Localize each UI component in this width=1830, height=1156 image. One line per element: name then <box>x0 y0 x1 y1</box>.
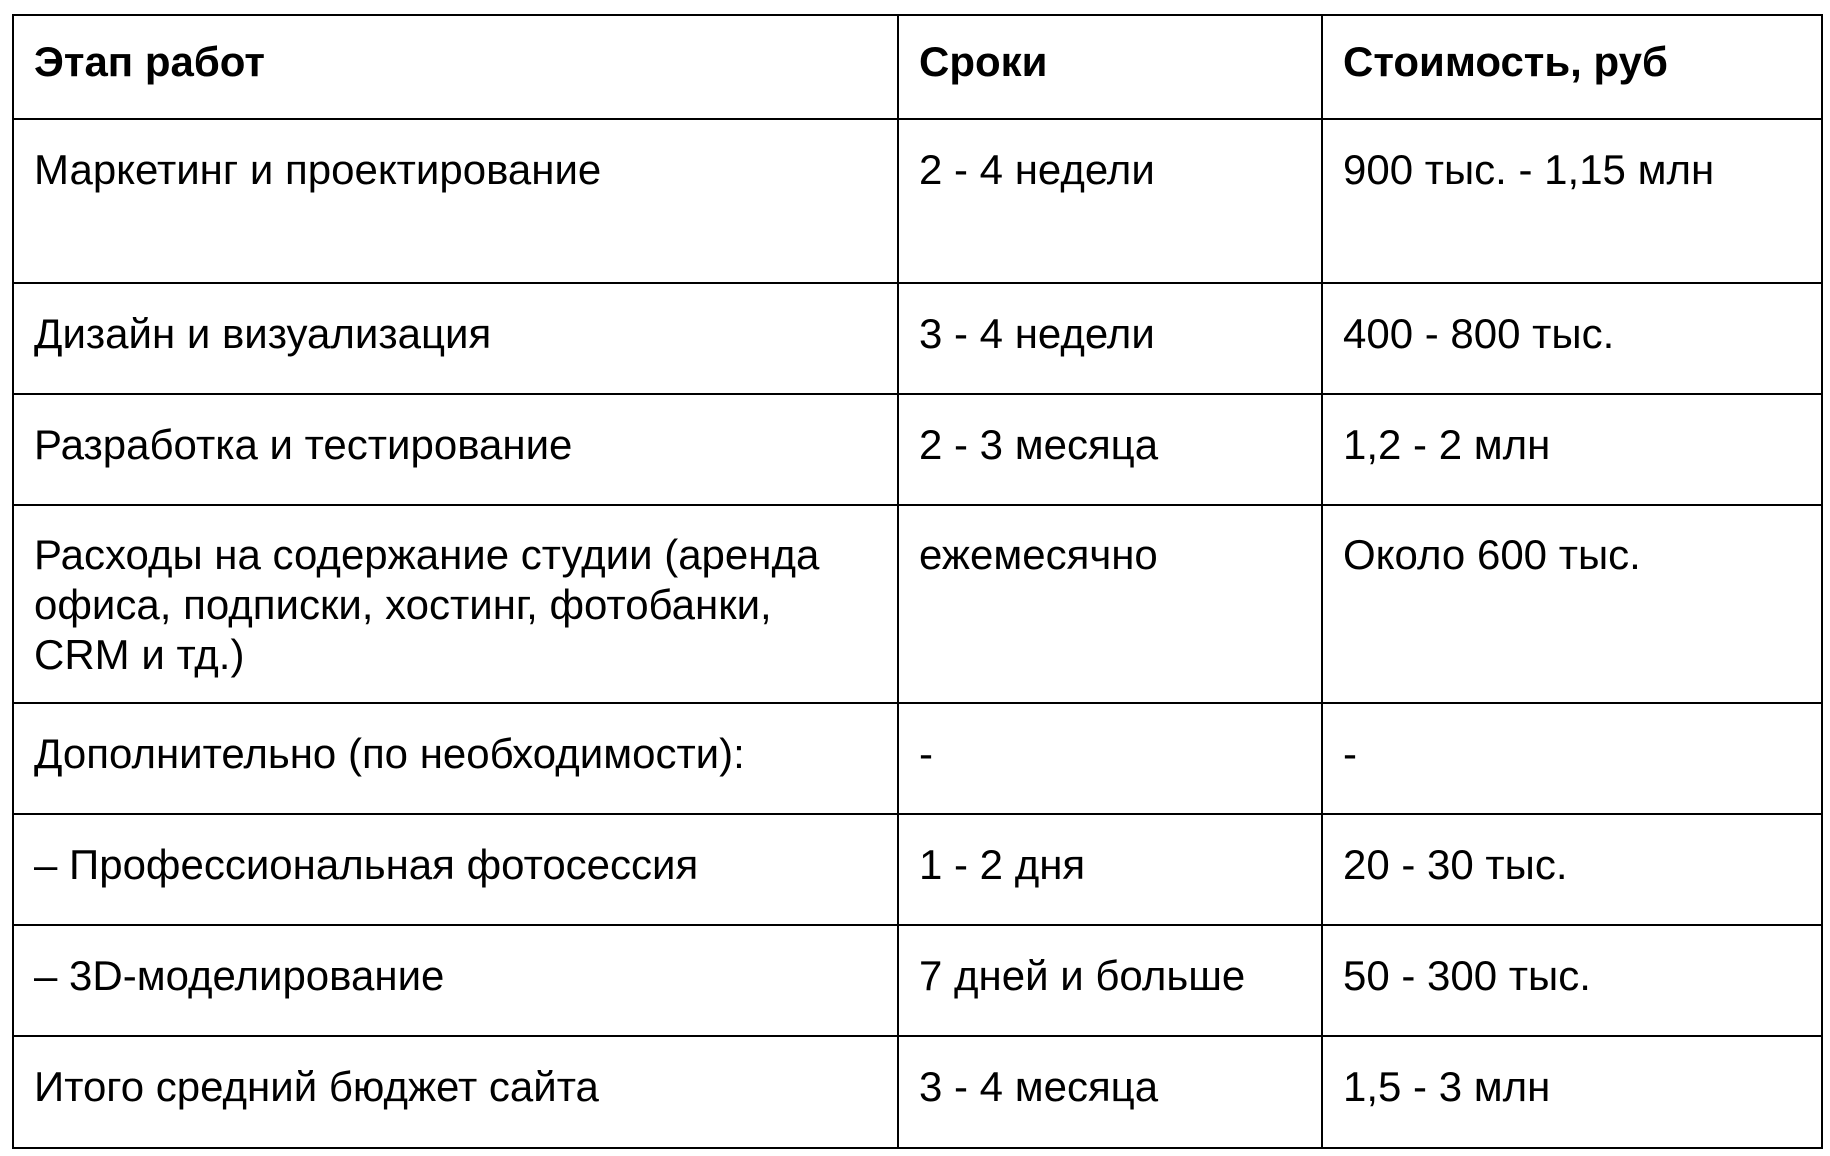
cell-timeline: 7 дней и больше <box>898 925 1322 1036</box>
cell-stage: Расходы на содержание студии (аренда офиса, подписки, хостинг, фотобанки, CRM и тд.) <box>13 505 898 703</box>
table-row <box>13 283 1822 394</box>
table-header-row <box>13 15 1822 119</box>
cell-timeline: ежемесячно <box>898 505 1322 703</box>
table-row <box>13 703 1822 814</box>
cell-stage: Дополнительно (по необходимости): <box>13 703 898 814</box>
table-row <box>13 505 1822 703</box>
header-stage: Этап работ <box>13 15 898 119</box>
table-row <box>13 394 1822 505</box>
cell-stage: Дизайн и визуализация <box>13 283 898 394</box>
cell-timeline: 2 - 3 месяца <box>898 394 1322 505</box>
cell-cost: Около 600 тыс. <box>1322 505 1822 703</box>
cell-stage: – Профессиональная фотосессия <box>13 814 898 925</box>
cell-cost: 1,5 - 3 млн <box>1322 1036 1822 1148</box>
table-row <box>13 119 1822 283</box>
cell-cost: 20 - 30 тыс. <box>1322 814 1822 925</box>
header-timeline: Сроки <box>898 15 1322 119</box>
cell-stage: Маркетинг и проектирование <box>13 119 898 283</box>
table-row <box>13 814 1822 925</box>
cell-cost: 900 тыс. - 1,15 млн <box>1322 119 1822 283</box>
table-row <box>13 925 1822 1036</box>
table-row-total <box>13 1036 1822 1148</box>
cell-timeline: - <box>898 703 1322 814</box>
cell-timeline: 3 - 4 месяца <box>898 1036 1322 1148</box>
cell-timeline: 2 - 4 недели <box>898 119 1322 283</box>
cell-cost: - <box>1322 703 1822 814</box>
cell-cost: 400 - 800 тыс. <box>1322 283 1822 394</box>
budget-table <box>12 14 1823 1149</box>
header-cost: Стоимость, руб <box>1322 15 1822 119</box>
cell-timeline: 1 - 2 дня <box>898 814 1322 925</box>
cell-stage: Итого средний бюджет сайта <box>13 1036 898 1148</box>
cell-stage: – 3D-моделирование <box>13 925 898 1036</box>
cell-stage: Разработка и тестирование <box>13 394 898 505</box>
cell-cost: 50 - 300 тыс. <box>1322 925 1822 1036</box>
cell-cost: 1,2 - 2 млн <box>1322 394 1822 505</box>
budget-table-container <box>12 14 1823 1149</box>
cell-timeline: 3 - 4 недели <box>898 283 1322 394</box>
